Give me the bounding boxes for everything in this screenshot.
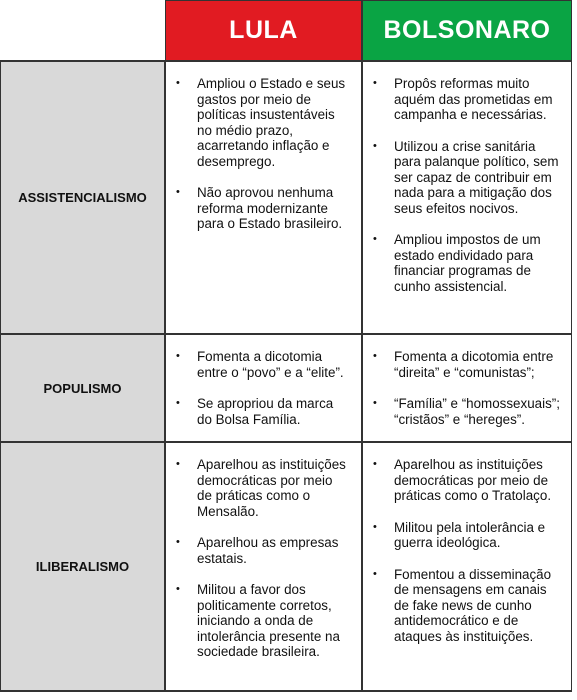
list-item: • Propôs reformas muito aquém das prometidas em campanha e necessárias. — [369, 76, 561, 123]
column-header-bolsonaro: BOLSONARO — [362, 0, 572, 60]
list-item: • Aparelhou as empresas estatais. — [172, 535, 351, 566]
cell-lula-iliberalismo — [165, 442, 362, 692]
cell-bolsonaro-assistencialismo — [362, 60, 572, 334]
list-item: • Fomenta a dicotomia entre “direita” e “comunistas”; — [369, 349, 561, 380]
list-item: • Militou a favor dos politicamente corretos, iniciando a onda de intolerância presente na sociedade brasileira. — [172, 582, 351, 660]
list-item: • Ampliou impostos de um estado endividado para financiar programas de cunho assistencial. — [369, 232, 561, 294]
row-label-assistencialismo: ASSISTENCIALISMO — [0, 60, 165, 334]
cell-bolsonaro-populismo — [362, 334, 572, 442]
list-item: • Militou pela intolerância e guerra ideológica. — [369, 520, 561, 551]
column-header-lula: LULA — [165, 0, 362, 60]
list-item: • Se apropriou da marca do Bolsa Família. — [172, 396, 351, 427]
row-label-populismo: POPULISMO — [0, 334, 165, 442]
list-item: • Fomentou a disseminação de mensagens em canais de fake news de cunho antidemocrático e de ataques às instituições. — [369, 567, 561, 645]
list-item: • Aparelhou as instituições democráticas por meio de práticas como o Mensalão. — [172, 457, 351, 519]
table-corner — [0, 0, 165, 60]
list-item: • Aparelhou as instituições democráticas por meio de práticas como o Tratolaço. — [369, 457, 561, 504]
list-item: • Utilizou a crise sanitária para palanque político, sem ser capaz de contribuir em nada para a mitigação dos seus efeitos nocivos. — [369, 139, 561, 217]
cell-bolsonaro-iliberalismo — [362, 442, 572, 692]
list-item: • Não aprovou nenhuma reforma modernizante para o Estado brasileiro. — [172, 185, 351, 232]
cell-lula-assistencialismo — [165, 60, 362, 334]
list-item: • Ampliou o Estado e seus gastos por meio de políticas insustentáveis no médio prazo, acarretando inflação e desemprego. — [172, 76, 351, 169]
list-item: • “Família” e “homossexuais”; “cristãos” e “hereges”. — [369, 396, 561, 427]
cell-lula-populismo — [165, 334, 362, 442]
row-label-iliberalismo: ILIBERALISMO — [0, 442, 165, 692]
list-item: • Fomenta a dicotomia entre o “povo” e a “elite”. — [172, 349, 351, 380]
